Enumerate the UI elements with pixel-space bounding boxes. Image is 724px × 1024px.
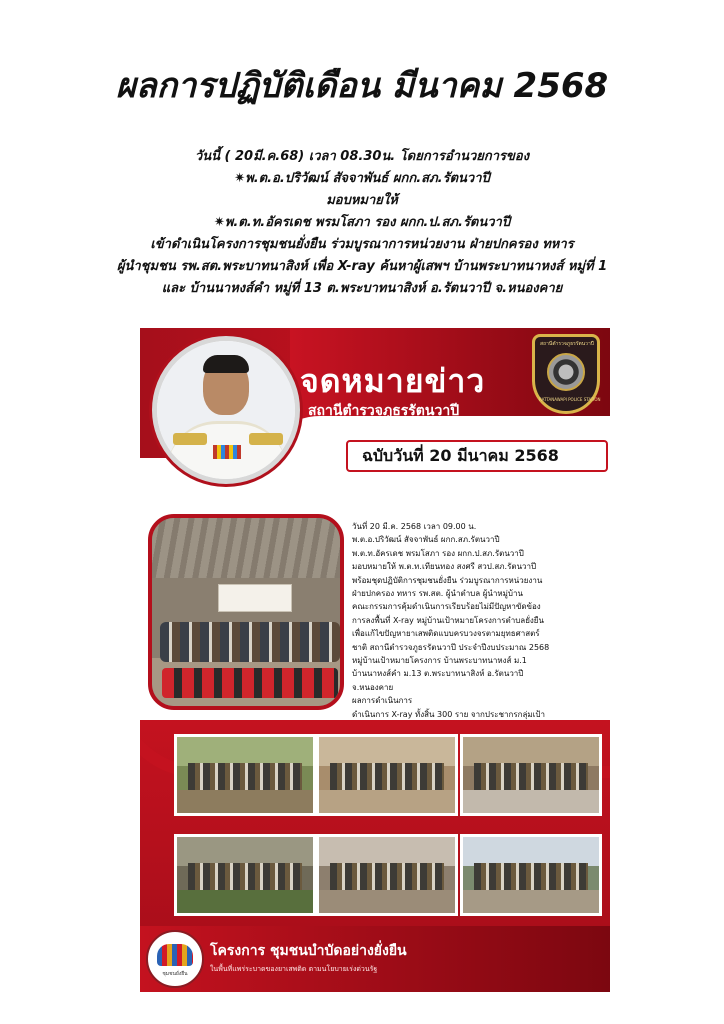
- station-name: สถานีตำรวจภูธรรัตนวาปี: [308, 403, 460, 419]
- newsletter-body-line: หมู่บ้านเป้าหมายโครงการ บ้านพระบาทนาหงส์ ม.1: [352, 656, 527, 666]
- intro-line-2: [40, 168, 684, 190]
- intro-line-7: และ บ้านนาหงส์คำ หมู่ที่ 13 ต.พระบาทนาสิงห์ อ.รัตนวาปี จ.หนองคาย: [161, 281, 563, 296]
- page-title: ผลการปฏิบัติเดือน มีนาคม 2568: [115, 66, 609, 106]
- project-title: โครงการ ชุมชนบำบัดอย่างยั่งยืน: [210, 943, 407, 959]
- medal-ribbons: [213, 445, 241, 459]
- activity-photo-4: [174, 834, 316, 916]
- newsletter-body-line: ดำเนินการ X-ray ทั้งสิ้น 300 ราย จากประชากรกลุ่มเป้า: [352, 709, 545, 719]
- activity-photo-2: [316, 734, 458, 816]
- project-footer: [140, 926, 610, 992]
- newsletter-body-line: ผลการดำเนินการ: [352, 696, 413, 706]
- police-emblem-icon: สถานีตำรวจภูธรรัตนวาปี RATTANAWAPI POLICE STATION: [532, 334, 600, 414]
- issue-date-banner: ฉบับวันที่ 20 มีนาคม 2568: [346, 440, 608, 472]
- activity-photo-6: [460, 834, 602, 916]
- deputy-name: พ.ต.ท.อัครเดช พรมโสภา รอง ผกก.ป.สภ.รัตนวาปี: [224, 215, 511, 230]
- newsletter-poster: [140, 328, 610, 992]
- intro-line-4: [40, 212, 684, 234]
- newsletter-body-line: พ.ต.อ.ปริวัฒน์ สัจจาพันธ์ ผกก.สภ.รัตนวาปี: [352, 535, 500, 545]
- project-subtitle: ในพื้นที่แพร่ระบาดของยาเสพติด ตามนโยบายเร่งด่วนรัฐ: [210, 965, 378, 973]
- officer-portrait: [152, 336, 300, 484]
- newsletter-body-line: จ.หนองคาย: [352, 682, 394, 692]
- star-icon: ✷: [213, 215, 225, 230]
- newsletter-body-line: คณะกรรมการคุ้มดำเนินการเรียบร้อยไม่มีปัญหาขัดข้อง: [352, 602, 541, 612]
- newsletter-body-line: ฝ่ายปกครอง ทหาร รพ.สต. ผู้นำตำบล ผู้นำหมู่บ้าน: [352, 589, 523, 599]
- intro-line-5: เข้าดำเนินโครงการชุมชนยั่งยืน ร่วมบูรณาการหน่วยงาน ฝ่ายปกครอง ทหาร: [150, 237, 574, 252]
- activity-photo-3: [460, 734, 602, 816]
- newsletter-body-line: วันที่ 20 มี.ค. 2568 เวลา 09.00 น.: [352, 522, 477, 531]
- intro-text: [40, 146, 684, 300]
- newsletter-title: จดหมายข่าว: [300, 362, 486, 400]
- community-logo-icon: ชุมชนยั่งยืน: [146, 930, 204, 988]
- intro-line-1: วันนี้ ( 20มี.ค.68) เวลา 08.30น. โดยการอำนวยการของ: [194, 149, 530, 164]
- activity-photo-5: [316, 834, 458, 916]
- commander-name: พ.ต.อ.ปริวัฒน์ สัจจาพันธ์ ผกก.สภ.รัตนวาปี: [245, 171, 490, 186]
- newsletter-body-line: พ.ต.ท.อัครเดช พรมโสภา รอง ผกก.ป.สภ.รัตนวาปี: [352, 548, 524, 558]
- newsletter-body-line: บ้านนาหงส์คำ ม.13 ต.พระบาทนาสิงห์ อ.รัตนวาปี: [352, 669, 524, 679]
- newsletter-body-line: การลงพื้นที่ X-ray หมู่บ้านเป้าหมายโครงการตำบลยั่งยืน: [352, 615, 544, 625]
- newsletter-body-line: พร้อมชุดปฏิบัติการชุมชนยั่งยืน ร่วมบูรณาการหน่วยงาน: [352, 575, 543, 585]
- newsletter-body-line: มอบหมายให้ พ.ต.ท.เทียนทอง สงศรี สวป.สภ.รัตนวาปี: [352, 562, 537, 572]
- activity-photo-1: [174, 734, 316, 816]
- star-icon: ✷: [234, 171, 246, 186]
- newsletter-body-line: ชาติ สถานีตำรวจภูธรรัตนวาปี ประจำปีงบประมาณ 2568: [352, 642, 550, 652]
- newsletter-body-line: เพื่อแก้ไขปัญหายาเสพติดแบบครบวงจรตามยุทธศาสตร์: [352, 629, 540, 639]
- meeting-photo: [148, 514, 344, 710]
- intro-line-3: มอบหมายให้: [326, 193, 398, 208]
- intro-line-6: ผู้นำชุมชน รพ.สต.พระบาทนาสิงห์ เพื่อ X-ray ค้นหาผู้เสพฯ บ้านพระบาทนาหงส์ หมู่ที่ 1: [116, 259, 608, 274]
